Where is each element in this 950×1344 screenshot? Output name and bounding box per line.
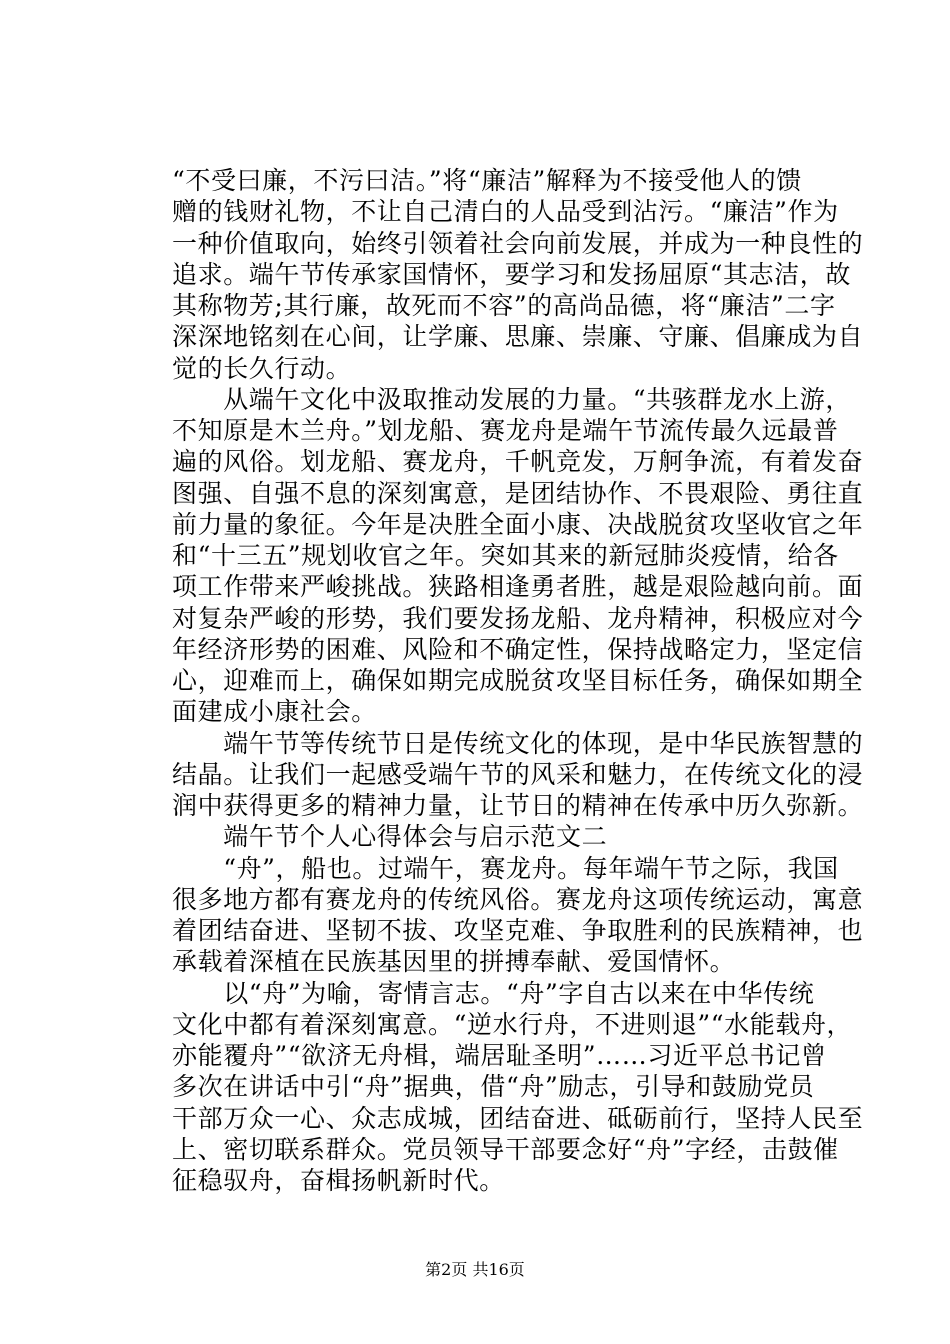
text-line: 润中获得更多的精神力量，让节日的精神在传承中历久弥新。 <box>172 791 864 820</box>
text-line: 亦能覆舟”“欲济无舟楫，端居耻圣明”……习近平总书记曾 <box>172 1041 827 1070</box>
text-line: 干部万众一心、众志成城，团结奋进、砥砺前行，坚持人民至 <box>172 1104 864 1133</box>
text-line: “舟”，船也。过端午，赛龙舟。每年端午节之际，我国 <box>172 854 839 883</box>
text-line: 年经济形势的困难、风险和不确定性，保持战略定力，坚定信 <box>172 635 864 664</box>
text-line: 深深地铭刻在心间，让学廉、思廉、崇廉、守廉、倡廉成为自 <box>172 322 864 351</box>
text-line: 征稳驭舟，奋楫扬帆新时代。 <box>172 1166 505 1195</box>
text-line: 追求。端午节传承家国情怀，要学习和发扬屈原“其志洁，故 <box>172 260 851 289</box>
text-line: 项工作带来严峻挑战。狭路相逢勇者胜，越是艰险越向前。面 <box>172 572 864 601</box>
text-line: 以“舟”为喻，寄情言志。“舟”字自古以来在中华传统 <box>172 979 815 1008</box>
text-line: 结晶。让我们一起感受端午节的风采和魅力，在传统文化的浸 <box>172 760 864 789</box>
text-line: 其称物芳;其行廉，故死而不容”的高尚品德，将“廉洁”二字 <box>172 291 836 320</box>
text-line: 图强、自强不息的深刻寓意，是团结协作、不畏艰险、勇往直 <box>172 479 864 508</box>
text-line: 文化中都有着深刻寓意。“逆水行舟，不进则退”“水能载舟， <box>172 1010 853 1039</box>
text-line: 不知原是木兰舟。”划龙船、赛龙舟是端午节流传最久远最普 <box>172 416 839 445</box>
text-line: 承载着深植在民族基因里的拼搏奉献、爱国情怀。 <box>172 947 736 976</box>
text-line: 觉的长久行动。 <box>172 354 352 383</box>
text-line: 遍的风俗。划龙船、赛龙舟，千帆竞发，万舸争流，有着发奋 <box>172 447 864 476</box>
text-line: 从端午文化中汲取推动发展的力量。“共骇群龙水上游， <box>172 385 851 414</box>
text-line: 赠的钱财礼物，不让自己清白的人品受到沾污。“廉洁”作为 <box>172 197 839 226</box>
text-line: 面建成小康社会。 <box>172 697 377 726</box>
section-heading: 端午节个人心得体会与启示范文二 <box>172 822 608 851</box>
text-line: 上、密切联系群众。党员领导干部要念好“舟”字经，击鼓催 <box>172 1135 839 1164</box>
text-line: 心，迎难而上，确保如期完成脱贫攻坚目标任务，确保如期全 <box>172 666 864 695</box>
text-line: 对复杂严峻的形势，我们要发扬龙船、龙舟精神，积极应对今 <box>172 604 864 633</box>
text-line: 着团结奋进、坚韧不拔、攻坚克难、争取胜利的民族精神，也 <box>172 916 864 945</box>
text-line: 一种价值取向，始终引领着社会向前发展，并成为一种良性的 <box>172 229 864 258</box>
text-line: 和“十三五”规划收官之年。突如其来的新冠肺炎疫情，给各 <box>172 541 839 570</box>
text-line: 多次在讲话中引“舟”据典，借“舟”励志，引导和鼓励党员 <box>172 1072 815 1101</box>
text-line: 前力量的象征。今年是决胜全面小康、决战脱贫攻坚收官之年 <box>172 510 864 539</box>
text-line: 很多地方都有赛龙舟的传统风俗。赛龙舟这项传统运动，寓意 <box>172 885 864 914</box>
text-line: 端午节等传统节日是传统文化的体现，是中华民族智慧的 <box>172 729 864 758</box>
text-line: “不受曰廉，不污曰洁。”将“廉洁”解释为不接受他人的馈 <box>172 166 802 195</box>
page-number-footer: 第2页 共16页 <box>425 1260 525 1279</box>
